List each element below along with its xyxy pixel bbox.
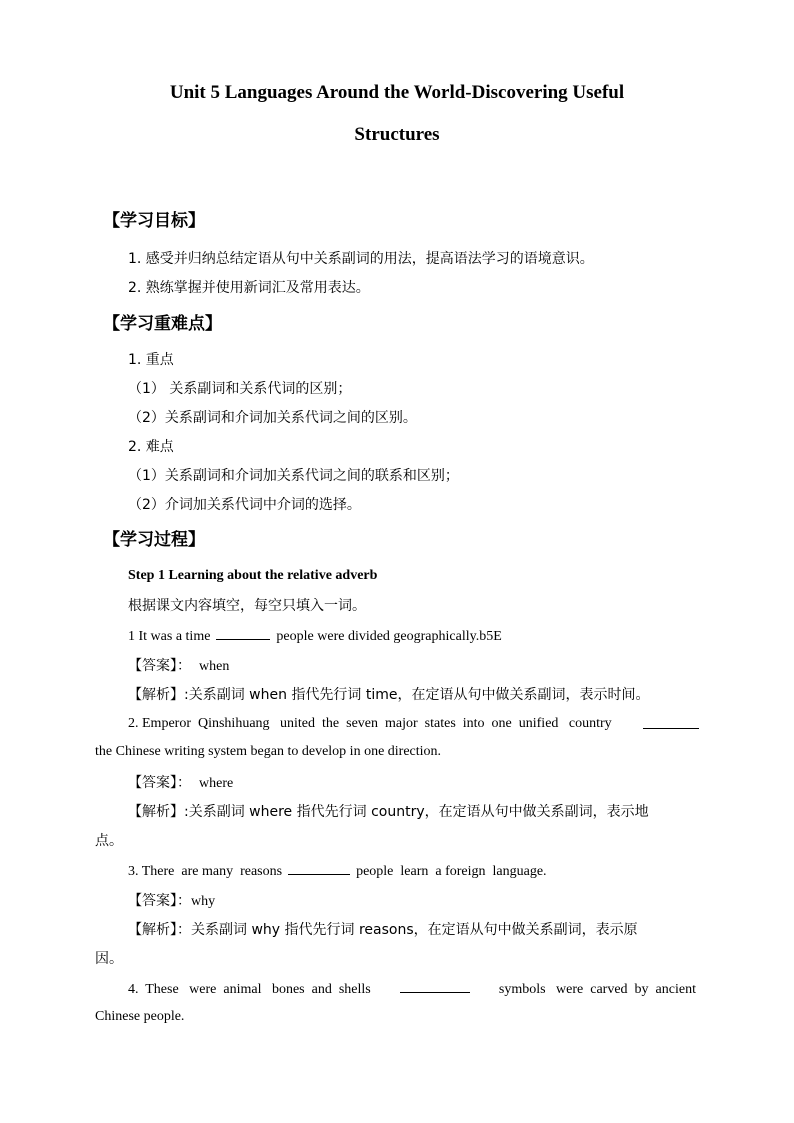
question-3: [128, 862, 547, 880]
question-2-blank[interactable]: [643, 716, 699, 729]
difficulty-item-1: （1）关系副词和介词加关系代词之间的联系和区别；: [128, 468, 459, 484]
document-title-line2: Structures: [354, 124, 440, 145]
focus-item-2: （2）关系副词和介词加关系代词之间的区别。: [128, 410, 417, 426]
question-2-line-2: the Chinese writing system began to develop in one direction.: [95, 744, 442, 759]
section-heading-key-points: 【学习重难点】: [103, 314, 222, 334]
explanation-2-line-2: 点。: [95, 833, 123, 849]
goal-item-1: 1. 感受并归纳总结定语从句中关系副词的用法，提高语法学习的语境意识。: [128, 251, 594, 267]
step1-instruction: 根据课文内容填空，每空只填入一词。: [128, 598, 366, 614]
question-1-text-after: people were divided geographically.b5E: [276, 629, 502, 644]
difficulty-label: 2. 难点: [128, 439, 174, 455]
question-1-text-before: 1 It was a time: [128, 629, 211, 644]
goal-item-2: 2. 熟练掌握并使用新词汇及常用表达。: [128, 280, 370, 296]
step1-title: Step 1 Learning about the relative adverb: [128, 568, 378, 583]
focus-item-1: （1） 关系副词和关系代词的区别；: [128, 381, 352, 397]
difficulty-item-2: （2）介词加关系代词中介词的选择。: [128, 497, 361, 513]
answer-1: [128, 655, 229, 675]
answer-2-label: 【答案】：: [128, 775, 191, 791]
question-4-text-after: symbols were carved by ancient: [498, 982, 696, 997]
section-heading-process: 【学习过程】: [103, 530, 205, 550]
question-3-text-after: people learn a foreign language.: [356, 864, 547, 879]
explanation-3-line-2: 因。: [95, 951, 123, 967]
question-4-line-1: [128, 980, 696, 998]
question-3-text-before: 3. There are many reasons: [128, 864, 283, 879]
question-4-line-2: Chinese people.: [95, 1009, 185, 1024]
document-title-line1: Unit 5 Languages Around the World-Discovering Useful: [169, 82, 625, 103]
question-2-line-1: [128, 716, 699, 732]
question-2-text: 2. Emperor Qinshihuang united the seven major states into one unified country: [128, 716, 612, 731]
answer-1-value: when: [199, 659, 230, 674]
question-4-blank[interactable]: [400, 980, 470, 993]
question-1: [128, 627, 502, 645]
question-1-blank[interactable]: [216, 627, 270, 640]
answer-2-value: where: [199, 776, 234, 791]
question-4-text-before: 4. These were animal bones and shells: [128, 982, 371, 997]
focus-label: 1. 重点: [128, 352, 174, 368]
question-3-blank[interactable]: [288, 862, 350, 875]
explanation-2-line-1: 【解析】:关系副词 where 指代先行词 country，在定语从句中做关系副词，表示地: [128, 804, 649, 820]
answer-2: [128, 772, 233, 792]
answer-3-label: 【答案】：: [128, 893, 191, 909]
explanation-3-line-1: 【解析】：关系副词 why 指代先行词 reasons，在定语从句中做关系副词，表示原: [128, 922, 638, 938]
explanation-1: 【解析】:关系副词 when 指代先行词 time，在定语从句中做关系副词，表示时间。: [128, 687, 650, 703]
answer-1-label: 【答案】：: [128, 658, 191, 674]
section-heading-goals: 【学习目标】: [103, 211, 205, 231]
answer-3-value: why: [191, 894, 216, 909]
answer-3: [128, 890, 215, 910]
